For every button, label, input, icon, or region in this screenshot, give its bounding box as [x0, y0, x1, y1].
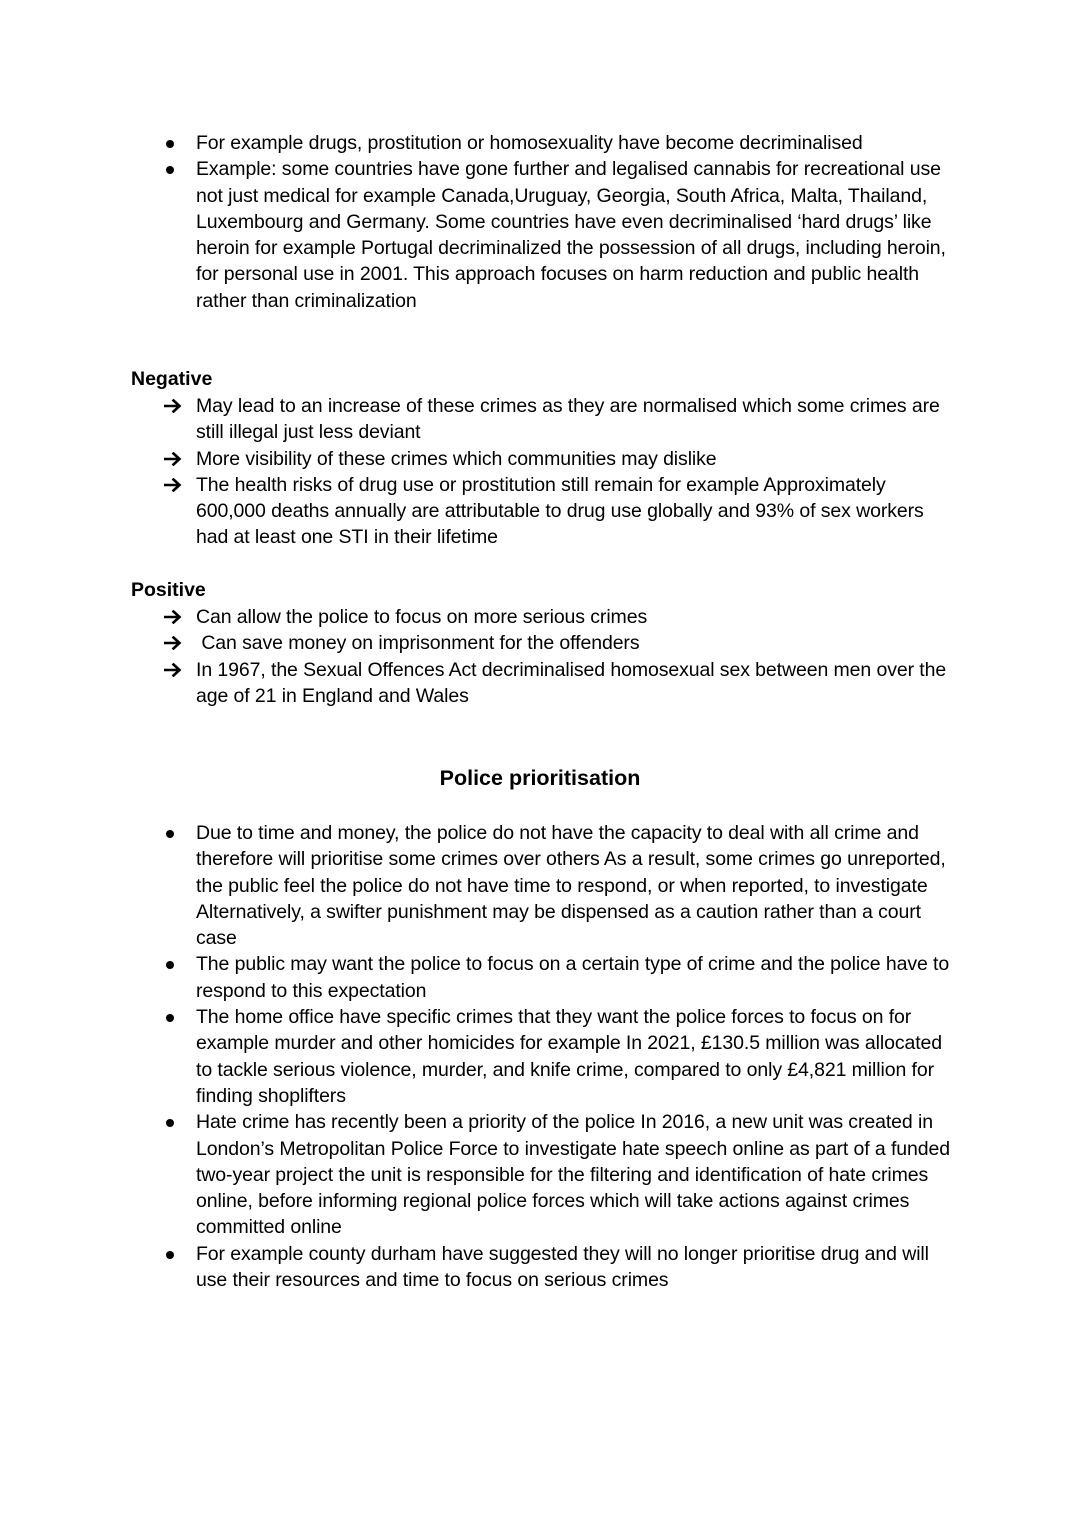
- list-item: [0, 1109, 956, 1240]
- negative-heading: Negative: [131, 368, 213, 390]
- police-prioritisation-list: [0, 820, 956, 1293]
- section-title: Police prioritisation: [439, 766, 641, 790]
- list-item: [0, 1241, 956, 1294]
- list-item-text: The public may want the police to focus on a certain type of crime and the police have to respond to this expectation: [196, 953, 950, 1002]
- negative-list: [0, 393, 956, 551]
- list-item-text: In 1967, the Sexual Offences Act decriminalised homosexual sex between men over the age of 21 in England and Wales: [196, 658, 947, 707]
- positive-list: [0, 604, 956, 709]
- list-item: [0, 393, 956, 446]
- list-item: [0, 156, 956, 314]
- list-item: [0, 657, 956, 710]
- list-item-text: Due to time and money, the police do not have the capacity to deal with all crime and therefore will prioritise some crimes over others As a result, some crimes go unreported, the public feel the police do not have time to respond, or when reported, to investigate Alternatively, a swifter punishment may be dispensed as a caution rather than a court case: [196, 822, 946, 950]
- list-item-text: The home office have specific crimes that they want the police forces to focus on for example murder and other homicides for example In 2021, £130.5 million was allocated to tackle serious violence, murder, and knife crime, compared to only £4,821 million for finding shoplifters: [196, 1006, 943, 1107]
- list-item: [0, 446, 956, 472]
- positive-heading: Positive: [131, 579, 206, 601]
- list-item: [0, 130, 956, 156]
- list-item-text: More visibility of these crimes which communities may dislike: [196, 447, 717, 470]
- list-item: [0, 630, 956, 656]
- list-item-text: Can allow the police to focus on more serious crimes: [196, 606, 648, 628]
- list-item: [0, 820, 956, 951]
- intro-bullet-list: [0, 130, 956, 314]
- list-item-text: For example county durham have suggested they will no longer prioritise drug and will use their resources and time to focus on serious crimes: [196, 1242, 929, 1292]
- list-item: [0, 1004, 956, 1109]
- list-item-text: Can save money on imprisonment for the offenders: [196, 632, 640, 655]
- list-item-text: May lead to an increase of these crimes as they are normalised which some crimes are still illegal just less deviant: [196, 395, 940, 444]
- list-item-text: For example drugs, prostitution or homosexuality have become decriminalised: [196, 132, 863, 154]
- list-item: [0, 604, 956, 630]
- list-item: [0, 951, 956, 1004]
- list-item-text: Example: some countries have gone further and legalised cannabis for recreational use not just medical for example Canada,Uruguay, Georgia, South Africa, Malta, Thailand, Luxembourg and Germany. Some countries have even decriminalised ‘hard drugs’ like heroin for example Portugal decriminalized the possession of all drugs, including heroin, for personal use in 2001. This approach focuses on harm reduction and public health rather than criminalization: [196, 158, 946, 312]
- list-item-text: Hate crime has recently been a priority of the police In 2016, a new unit was created in London’s Metropolitan Police Force to investigate hate speech online as part of a funded two-year project the unit is responsible for the filtering and identification of hate crimes online, before informing regional police forces which will take actions against crimes committed online: [196, 1111, 951, 1239]
- list-item: [0, 472, 956, 551]
- list-item-text: The health risks of drug use or prostitution still remain for example Approximately 600,000 deaths annually are attributable to drug use globally and 93% of sex workers had at least one STI in their lifetime: [196, 473, 924, 549]
